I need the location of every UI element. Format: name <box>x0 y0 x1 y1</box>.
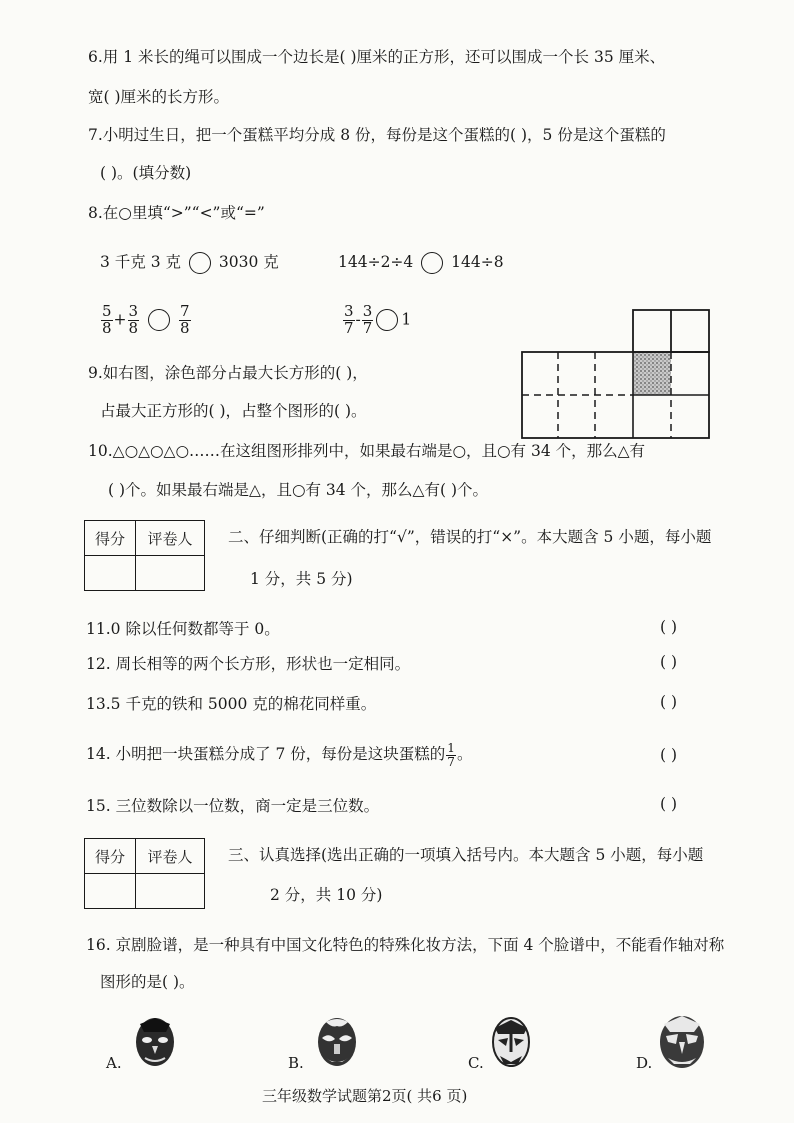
answer-paren[interactable]: ( ) <box>660 693 678 711</box>
opera-mask-d-icon[interactable] <box>654 1012 710 1070</box>
judge-q11: 11.0 除以任何数都等于 0。 <box>86 620 280 638</box>
answer-paren[interactable]: ( ) <box>660 653 678 671</box>
q8-compare-a <box>100 252 279 274</box>
operator: + <box>113 310 127 329</box>
q9-line2: 占最大正方形的( )，占整个图形的( )。 <box>100 402 367 420</box>
opera-mask-b-icon[interactable] <box>312 1014 362 1070</box>
q8-compare-c <box>100 304 192 337</box>
q7-line2: ( )。(填分数) <box>100 164 192 182</box>
score-table-2 <box>84 520 205 591</box>
judge-q12: 12. 周长相等的两个长方形，形状也一定相同。 <box>86 655 411 673</box>
answer-paren[interactable]: ( ) <box>660 746 678 764</box>
fraction: $\frac{3}{8}$ <box>128 302 139 337</box>
q10-line1: 10.△○△○△○……在这组图形排列中，如果最右端是○，且○有 34 个，那么△有 <box>88 442 646 460</box>
fraction: $\frac{7}{8}$ <box>179 302 190 337</box>
answer-circle[interactable] <box>421 252 443 274</box>
judge-q13: 13.5 千克的铁和 5000 克的棉花同样重。 <box>86 695 377 713</box>
score-table-3 <box>84 838 205 909</box>
q9-figure <box>520 310 720 450</box>
option-d-label[interactable]: D. <box>636 1054 653 1072</box>
answer-circle[interactable] <box>376 309 398 331</box>
section3-heading: 三、认真选择(选出正确的一项填入括号内。本大题含 5 小题，每小题 <box>228 846 704 864</box>
section2-heading: 二、仔细判断(正确的打“√”，错误的打“×”。本大题含 5 小题，每小题 <box>228 528 712 546</box>
q8-compare-d <box>342 304 411 337</box>
judge-q14-text: 14. 小明把一块蛋糕分成了 7 份，每份是这块蛋糕的 <box>86 745 446 764</box>
score-header: 得分 <box>85 839 136 874</box>
grader-cell[interactable] <box>136 556 205 591</box>
score-header: 得分 <box>85 521 136 556</box>
score-cell[interactable] <box>85 874 136 909</box>
fraction: $\frac{3}{7}$ <box>344 302 354 337</box>
section3-subheading: 2 分，共 10 分) <box>270 886 383 904</box>
option-b-label[interactable]: B. <box>288 1054 304 1072</box>
grader-header: 评卷人 <box>136 521 205 556</box>
q8-b-right: 144÷8 <box>451 253 504 271</box>
score-cell[interactable] <box>85 556 136 591</box>
q8-b-left: 144÷2÷4 <box>338 253 414 271</box>
answer-circle[interactable] <box>148 309 170 331</box>
answer-circle[interactable] <box>189 252 211 274</box>
q16-line1: 16. 京剧脸谱，是一种具有中国文化特色的特殊化妆方法，下面 4 个脸谱中，不能看作轴对称 <box>86 936 725 954</box>
opera-mask-c-icon[interactable] <box>486 1014 536 1070</box>
q10-line2: ( )个。如果最右端是△，且○有 34 个，那么△有( )个。 <box>108 481 488 499</box>
answer-paren[interactable]: ( ) <box>660 618 678 636</box>
q8-a-right: 3030 克 <box>218 253 279 271</box>
q8-compare-b <box>338 252 504 274</box>
operator: - <box>355 310 361 329</box>
section2-subheading: 1 分，共 5 分) <box>250 570 353 588</box>
q16-line2: 图形的是( )。 <box>100 973 195 991</box>
grader-header: 评卷人 <box>136 839 205 874</box>
grader-cell[interactable] <box>136 874 205 909</box>
option-a-label[interactable]: A. <box>106 1054 122 1072</box>
shaded-cell <box>633 352 671 395</box>
q6-line2: 宽( )厘米的长方形。 <box>88 88 230 106</box>
fraction: $\frac{5}{8}$ <box>102 302 112 337</box>
q8-d-right: 1 <box>401 310 412 329</box>
q7-line1: 7.小明过生日，把一个蛋糕平均分成 8 份，每份是这个蛋糕的( )，5 份是这个蛋糕的 <box>88 126 666 144</box>
fraction: $\frac{1}{7}$ <box>447 741 455 769</box>
q6-line1: 6.用 1 米长的绳可以围成一个边长是( )厘米的正方形，还可以围成一个长 35 厘米、 <box>88 48 666 66</box>
answer-paren[interactable]: ( ) <box>660 795 678 813</box>
fraction: $\frac{3}{7}$ <box>362 302 373 337</box>
judge-q14-end: 。 <box>456 745 473 764</box>
option-c-label[interactable]: C. <box>468 1054 484 1072</box>
q8-a-left: 3 千克 3 克 <box>100 253 182 271</box>
opera-mask-a-icon[interactable] <box>130 1014 180 1070</box>
judge-q14 <box>86 742 472 768</box>
page-footer: 三年级数学试题第2页( 共6 页) <box>262 1087 468 1105</box>
judge-q15: 15. 三位数除以一位数，商一定是三位数。 <box>86 797 380 815</box>
q9-line1: 9.如右图，涂色部分占最大长方形的( )， <box>88 364 368 382</box>
q8-line1: 8.在○里填“>”“<”或“=” <box>88 204 265 222</box>
